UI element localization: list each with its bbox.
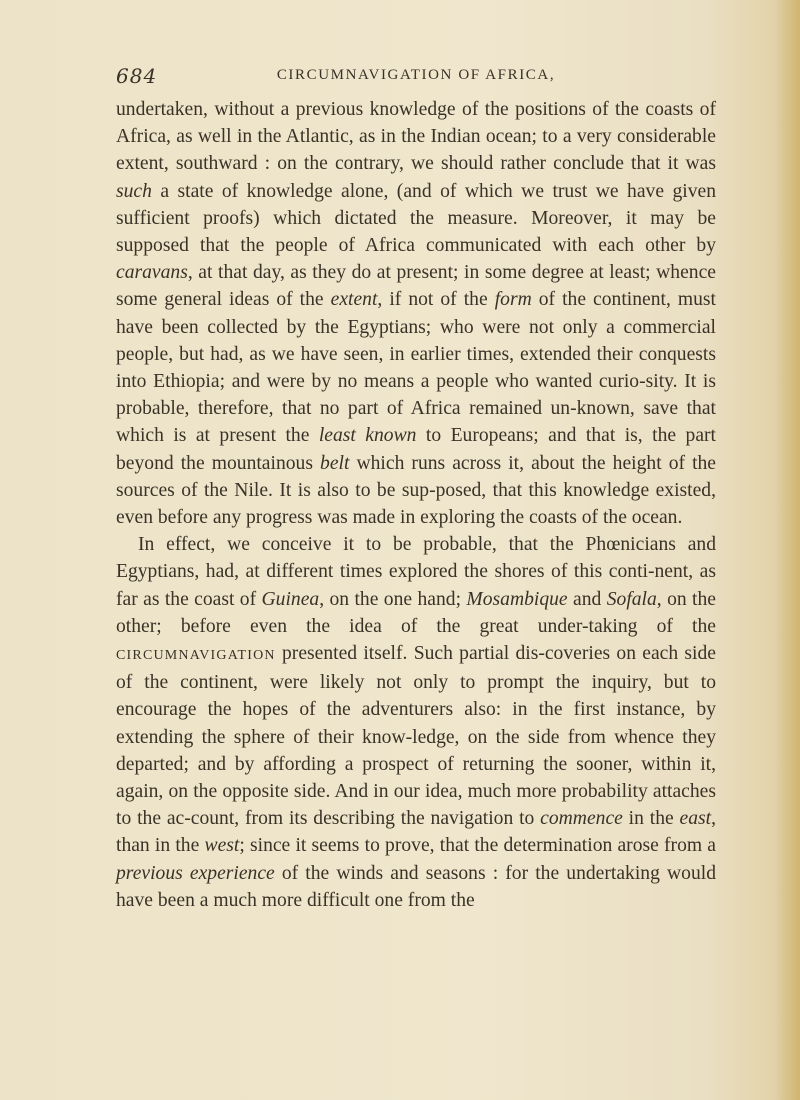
text-run: to Europeans; and that is, the part beyond the mountainous [116,425,716,474]
text-run: of the winds and seasons : for the undertaking would have been a much more difficult one from the [116,862,716,911]
running-title: CIRCUMNAVIGATION OF AFRICA, [276,67,556,83]
italic-term: Sofala [606,588,657,610]
small-caps-term: CIRCUMNAVIGATION [116,648,276,664]
text-run: which runs across it, about the height of the sources of the Nile. It is also to be sup-posed, that this knowledge existed, even before any progress was made in exploring the coasts of the ocean. [116,452,717,529]
italic-term: such [116,180,152,202]
italic-term: Guinea [261,588,320,610]
text-run: ; since it seems to prove, that the determination arose from a [239,835,717,857]
body-text [116,96,716,914]
text-run: , on the other; before even the idea of the great under-taking of the [116,588,716,637]
paragraph-2 [116,531,716,914]
text-run: and [567,588,607,610]
italic-term: form [494,289,532,311]
text-run: In effect, we conceive it to be probable, that the Phœnicians and Egyptians, had, at different times explored the shores of this conti-nent, as far as the coast of [116,534,716,610]
text-run: presented itself. Such partial dis-coveries on each side of the continent, were likely not only to prompt the inquiry, but to encourage the hopes of the adventurers also: in the first instance, by extending the sphere of their know-ledge, on the side from whence they departed; and by affording a prospect of returning the sooner, within it, again, on the opposite side. And in our idea, much more probability attaches to the ac-count, from its describing the navigation to [116,643,716,830]
text-run: , at that day, as they do at present; in some degree at least; whence some general ideas of the [116,262,716,311]
page-edge [776,0,800,1100]
italic-term: east [679,808,712,830]
text-run: , than in the [116,808,716,857]
italic-term: commence [540,808,623,830]
text-run: undertaken, without a previous knowledge of the positions of the coasts of Africa, as well in the Atlantic, as in the Indian ocean; to a very considerable extent, southward : on the contrary, we should rather conclude that it was [116,99,716,175]
text-run: of the continent, must have been collected by the Egyptians; who were not only a commercial people, but had, as we have seen, in earlier times, extended their conquests into Ethiopia; and were by no means a people who wanted curio-sity. It is probable, therefore, that no part of Africa remained un-known, save that which is at present the [116,289,716,447]
page-number: 684 [116,64,158,88]
page-header [116,64,716,88]
italic-term: caravans [116,262,188,284]
paragraph-1 [116,96,716,531]
italic-term: Mosambique [466,588,568,610]
text-run: , if not of the [377,289,495,311]
italic-term: previous experience [116,862,275,884]
italic-term: belt [320,452,350,474]
italic-term: west [204,835,240,857]
italic-term: extent [330,289,378,311]
text-run: , on the one hand; [319,588,467,610]
text-run: a state of knowledge alone, (and of which we trust we have given sufficient proofs) which dictated the measure. Moreover, it may be supposed that the people of Africa communicated with each other by [116,180,716,257]
text-run: in the [622,808,680,830]
italic-term: least known [318,425,417,447]
